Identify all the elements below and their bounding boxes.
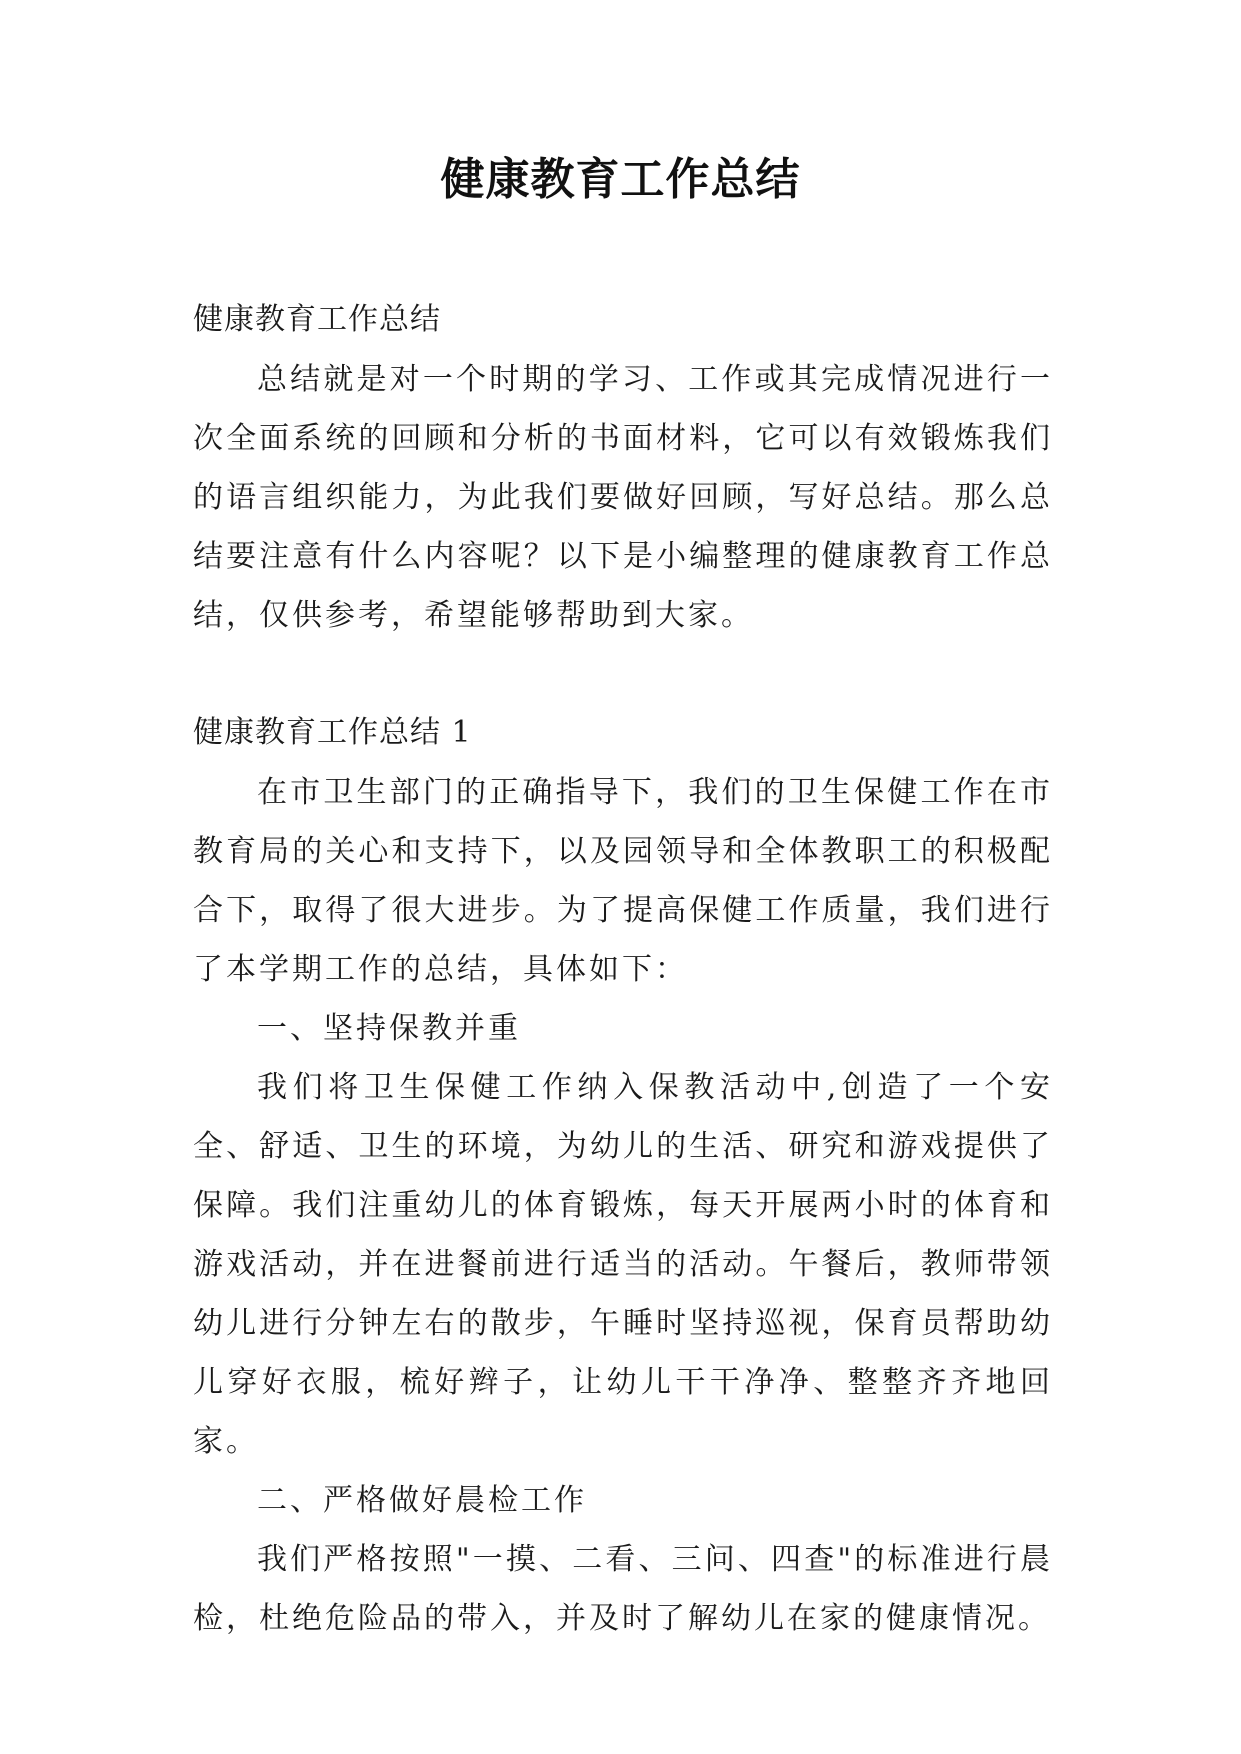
point-title: 一、坚持保教并重 <box>257 1011 521 1046</box>
subheading: 健康教育工作总结 <box>193 302 441 337</box>
document-title: 健康教育工作总结 <box>440 154 801 205</box>
point-paragraph: 我们严格按照"一摸、二看、三问、四查"的标准进行晨检，杜绝危险品的带入，并及时了解幼儿在家的健康情况。 <box>193 1542 1053 1636</box>
point-paragraph: 我们将卫生保健工作纳入保教活动中,创造了一个安全、舒适、卫生的环境，为幼儿的生活、研究和游戏提供了保障。我们注重幼儿的体育锻炼，每天开展两小时的体育和游戏活动，并在进餐前进行适当的活动。午餐后，教师带领幼儿进行分钟左右的散步，午睡时坚持巡视，保育员帮助幼儿穿好衣服，梳好辫子，让幼儿干干净净、整整齐齐地回家。 <box>193 1070 1053 1459</box>
section-paragraph: 在市卫生部门的正确指导下，我们的卫生保健工作在市教育局的关心和支持下，以及园领导和全体教职工的积极配合下，取得了很大进步。为了提高保健工作质量，我们进行了本学期工作的总结，具体如下： <box>193 775 1053 987</box>
intro-paragraph: 总结就是对一个时期的学习、工作或其完成情况进行一次全面系统的回顾和分析的书面材料，它可以有效锻炼我们的语言组织能力，为此我们要做好回顾，写好总结。那么总结要注意有什么内容呢？以下是小编整理的健康教育工作总结，仅供参考，希望能够帮助到大家。 <box>193 362 1053 633</box>
section-spacer <box>193 645 1053 703</box>
point-title: 二、严格做好晨检工作 <box>257 1483 587 1518</box>
section-heading: 健康教育工作总结 1 <box>193 715 472 750</box>
document-body <box>193 290 1053 1648</box>
